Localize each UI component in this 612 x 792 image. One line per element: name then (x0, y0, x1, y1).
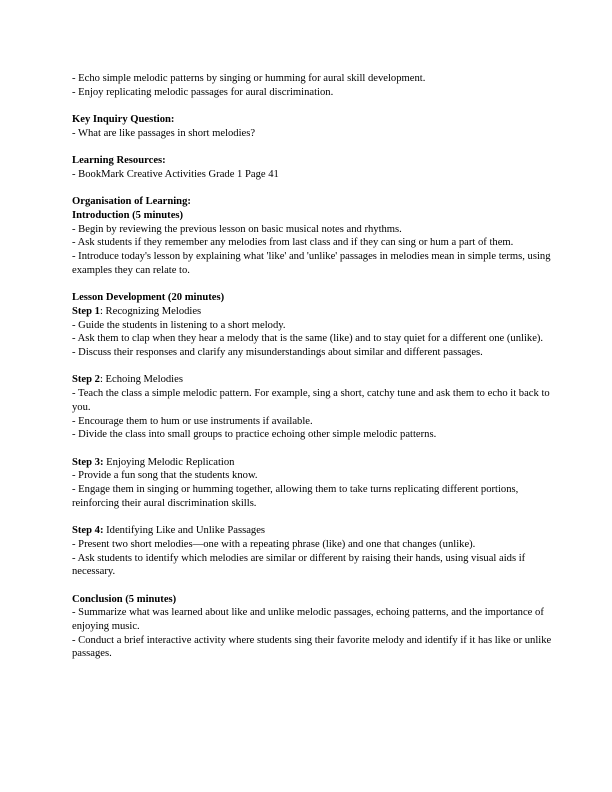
key-inquiry-item: - What are like passages in short melodies? (72, 127, 256, 139)
conclusion-heading: Conclusion (5 minutes) (72, 593, 177, 605)
lesson-development-section (72, 291, 552, 579)
step-item: - Provide a fun song that the students know. (72, 470, 258, 482)
step-item: - Present two short melodies—one with a repeating phrase (like) and one that changes (unlike). (72, 538, 476, 550)
step-3-label: Step 3: (72, 456, 104, 468)
resources-section (72, 154, 552, 181)
step-2-label: Step 2 (72, 374, 100, 386)
introduction-item: - Introduce today's lesson by explaining what 'like' and 'unlike' passages in melodies mean in simple terms, using examples they can relate to. (72, 251, 551, 276)
step-item: - Teach the class a simple melodic pattern. For example, sing a short, catchy tune and ask them to echo it back to you. (72, 388, 550, 413)
step-item: - Discuss their responses and clarify any misunderstandings about similar and different passages. (72, 347, 483, 358)
step-1-title: : Recognizing Melodies (99, 305, 202, 317)
conclusion-section (72, 593, 552, 662)
step-4-title: Identifying Like and Unlike Passages (103, 525, 266, 537)
conclusion-item: - Conduct a brief interactive activity where students sing their favorite melody and identify if it has like or unlike passages. (72, 634, 552, 660)
step-4 (72, 524, 552, 579)
organisation-section (72, 195, 552, 277)
step-item: - Divide the class into small groups to practice echoing other simple melodic patterns. (72, 429, 437, 441)
key-inquiry-section (72, 113, 552, 140)
intro-line: - Echo simple melodic patterns by singing or humming for aural skill development. (72, 73, 426, 84)
step-3 (72, 456, 552, 511)
step-3-title: Enjoying Melodic Replication (103, 456, 235, 468)
intro-line: - Enjoy replicating melodic passages for aural discrimination. (72, 86, 334, 98)
step-item: - Engage them in singing or humming together, allowing them to take turns replicating different portions, reinforcing their aural discrimination skills. (72, 484, 519, 509)
step-1-label: Step 1 (72, 305, 100, 317)
step-item: - Ask them to clap when they hear a melody that is the same (like) and to stay quiet for a different one (unlike). (72, 333, 544, 345)
introduction-item: - Ask students if they remember any melodies from last class and if they can sing or hum a part of them. (72, 237, 514, 249)
step-2 (72, 373, 552, 442)
introduction-heading: Introduction (5 minutes) (72, 209, 184, 221)
intro-list (72, 72, 552, 99)
step-item: - Encourage them to hum or use instruments if available. (72, 415, 313, 427)
step-item: - Guide the students in listening to a short melody. (72, 319, 286, 331)
conclusion-item: - Summarize what was learned about like and unlike melodic passages, echoing patterns, and the importance of enjoying music. (72, 607, 544, 632)
resources-item: - BookMark Creative Activities Grade 1 Page 41 (72, 168, 279, 180)
step-2-title: : Echoing Melodies (99, 374, 183, 386)
introduction-item: - Begin by reviewing the previous lesson on basic musical notes and rhythms. (72, 223, 402, 235)
step-1 (72, 305, 552, 360)
organisation-heading: Organisation of Learning: (72, 196, 191, 208)
resources-heading: Learning Resources: (72, 155, 166, 167)
key-inquiry-heading: Key Inquiry Question: (72, 114, 175, 126)
step-4-label: Step 4: (72, 525, 104, 537)
step-item: - Ask students to identify which melodies are similar or different by raising their hands, using visual aids if necessary. (72, 552, 526, 578)
lesson-development-heading: Lesson Development (20 minutes) (72, 292, 225, 304)
